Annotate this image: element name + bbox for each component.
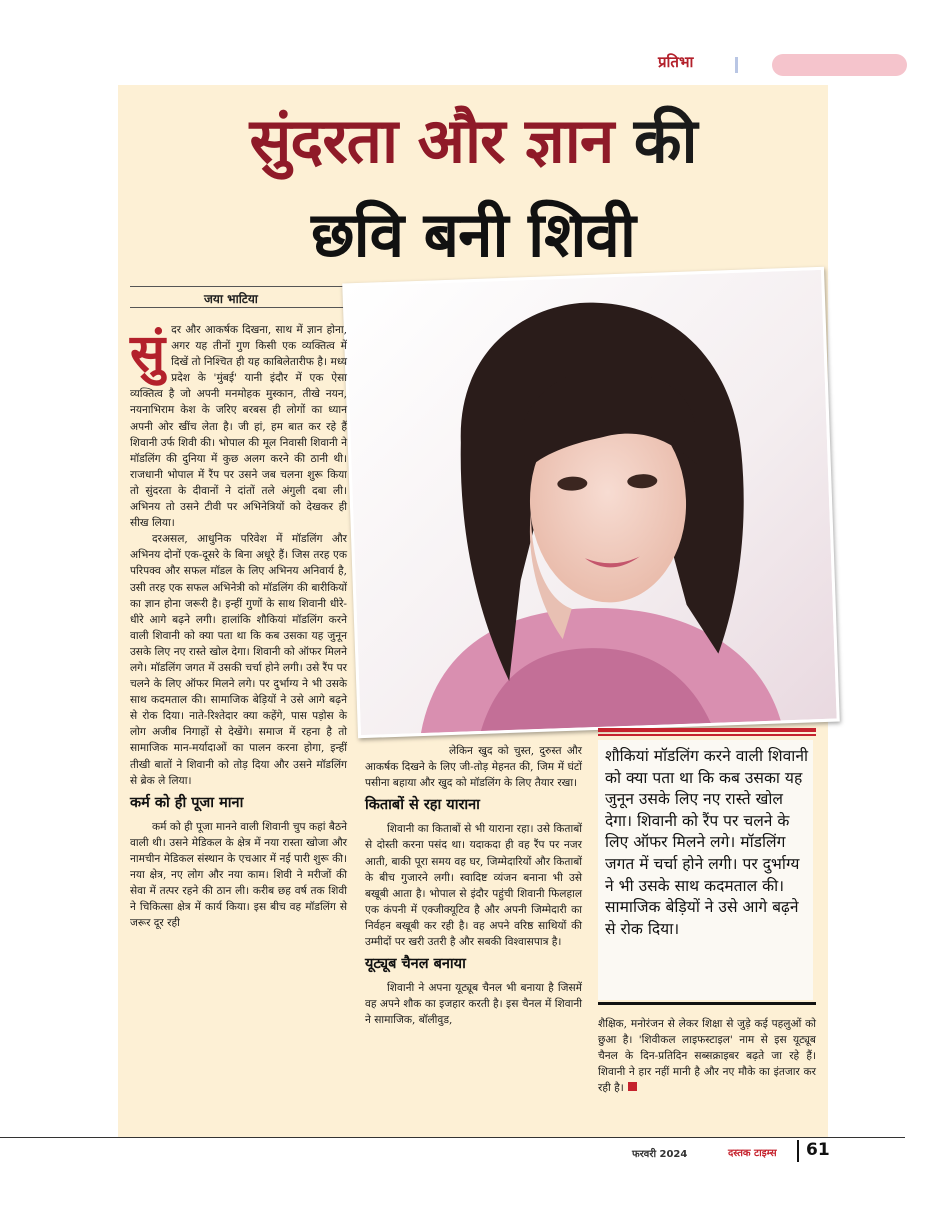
end-mark-icon bbox=[628, 1082, 637, 1091]
pullquote-rule-bottom bbox=[598, 1002, 816, 1005]
byline: जया भाटिया bbox=[204, 292, 258, 306]
magazine-name: दस्तक टाइम्स bbox=[728, 1148, 777, 1159]
article-column-1 bbox=[130, 322, 347, 931]
paragraph-intro: दर और आकर्षक दिखना, साथ में ज्ञान होना, अगर यह तीनों गुण किसी एक व्यक्तित्व में दिखें तो निश्चित ही यह काबिलेतारीफ है। मध्य प्रदेश के 'मुंबई' यानी इंदौर में एक ऐसा व्यक्तित्व है जो अपनी मनमोहक मुस्कान, तीखे नयन, नयनाभिराम केश के जरिए बरबस ही लोगों का ध्यान अपनी ओर खींच लेता है। जी हां, हम बात कर रहे हैं शिवानी उर्फ शिवी की। भोपाल की मूल निवासी शिवानी ने मॉडलिंग की दुनिया में कुछ अलग करने की ठानी थी। राजधानी भोपाल में रैंप पर उसने जब चलना शुरू किया तो सुंदरता के दीवानों ने दांतों तले अंगुली दबा ली। अभिनय तो उसने टीवी पर अभिनेत्रियों को देखकर ही सीख लिया। bbox=[130, 324, 347, 530]
article-column-3 bbox=[598, 1016, 816, 1096]
issue-date: फरवरी 2024 bbox=[632, 1149, 688, 1160]
paragraph-fitness: लेकिन खुद को चुस्त, दुरुस्त और आकर्षक दिखने के लिए जी-तोड़ मेहनत की, जिम में घंटों पसीना बहाया और खुद को मॉडलिंग के लिए तैयार रखा। bbox=[365, 745, 582, 790]
headline-highlight: सुंदरता और ज्ञान bbox=[249, 104, 614, 177]
headline-line-2: छवि बनी शिवी bbox=[311, 198, 635, 271]
section-label: प्रतिभा bbox=[658, 53, 694, 71]
header-divider bbox=[735, 57, 738, 73]
article-column-2 bbox=[365, 743, 582, 1029]
paragraph-medical: कर्म को ही पूजा मानने वाली शिवानी चुप कहां बैठने वाली थी। उसने मेडिकल के क्षेत्र में नया रास्ता खोजा और नामचीन मेडिकल संस्थान के एचआर में नई पारी शुरू की। नया क्षेत्र, नए लोग और नया काम। शिवी ने मरीजों की सेवा में तत्पर रहने की ठान ली। करीब छह वर्ष तक शिवी ने चिकित्सा क्षेत्र में कार्य किया। इस बीच वह मॉडलिंग से जरूर दूर रही bbox=[130, 820, 347, 930]
headline-rest: की bbox=[613, 104, 697, 177]
paragraph-modeling: दरअसल, आधुनिक परिवेश में मॉडलिंग और अभिनय दोनों एक-दूसरे के बिना अधूरे हैं। जिस तरह एक परिपक्व और सफल मॉडल के लिए अभिनय अनिवार्य है, उसी तरह एक सफल अभिनेत्री को मॉडलिंग की बारीकियों का ज्ञान होना जरूरी है। इन्हीं गुणों के साथ शिवानी धीरे-धीरे आगे बढ़ने लगी। हालांकि शौकियां मॉडलिंग करने वाली शिवानी को क्या पता था कि कब उसका यह जुनून उसके लिए नए रास्ते खोल देगा। शिवानी को ऑफर मिलने लगे। मॉडलिंग जगत में उसकी चर्चा होने लगी। उसे रैंप पर चलने के लिए ऑफर मिलने लगे। पर दुर्भाग्य ने भी उसके साथ कदमताल की। सामाजिक बेड़ियों ने उसे आगे बढ़ने से रोक दिया। नाते-रिश्तेदार क्या कहेंगे, पास पड़ोस के लोग अजीब निगाहों से देखेंगे। समाज में रहना है तो सामाजिक मान-मर्यादाओं का पालन करना होगा, इन्हीं तीखी बातों ने शिवानी को तोड़ दिया और उसने मॉडलिंग से ब्रेक ले लिया। bbox=[130, 533, 347, 787]
footer-rule bbox=[0, 1137, 905, 1138]
headline-line-1 bbox=[118, 96, 828, 186]
portrait-photo bbox=[342, 267, 840, 739]
pullquote-rule-top bbox=[598, 728, 816, 732]
header-decoration bbox=[772, 54, 907, 76]
paragraph-channel-text: शैक्षिक, मनोरंजन से लेकर शिक्षा से जुड़े कई पहलुओं को छुआ है। 'शिवीकल लाइफस्टाइल' नाम से इस यूट्यूब चैनल के दिन-प्रतिदिन सब्सक्राइबर बढ़ते जा रहे हैं। शिवानी ने हार नहीं मानी है और नए मौके का इंतजार कर रही है। bbox=[598, 1018, 816, 1095]
drop-cap: सुं bbox=[130, 324, 166, 384]
footer-separator bbox=[797, 1140, 799, 1162]
subheading-youtube: यूट्यूब चैनल बनाया bbox=[365, 956, 466, 973]
page-number: 61 bbox=[806, 1140, 830, 1160]
paragraph-youtube: शिवानी ने अपना यूट्यूब चैनल भी बनाया है जिसमें वह अपने शौक का इजहार करती है। इस चैनल में शिवानी ने सामाजिक, बॉलीवुड, bbox=[365, 982, 582, 1027]
portrait-illustration bbox=[345, 270, 836, 735]
subheading-karm: कर्म को ही पूजा माना bbox=[130, 794, 244, 811]
paragraph-books: शिवानी का किताबों से भी याराना रहा। उसे किताबों से दोस्ती करना पसंद था। यदाकदा ही वह रैंप पर नजर आती, बाकी पूरा समय वह घर, जिम्मेदारियों और किताबों के बीच गुजारने लगी। स्वादिष्ट व्यंजन बनाना भी उसे बखूबी आता है। भोपाल से इंदौर पहुंची शिवानी फिलहाल एक कंपनी में एक्जीक्यूटिव है और अपनी जिम्मेदारी का निर्वहन बखूबी कर रही है। वह अपने वरिष्ठ साथियों की उम्मीदों पर खरी उतरी है और सबकी विश्वासपात्र है। bbox=[365, 823, 582, 949]
paragraph-channel bbox=[598, 1016, 816, 1096]
subheading-books: किताबों से रहा याराना bbox=[365, 797, 480, 814]
byline-rule-top bbox=[130, 286, 345, 287]
pullquote-rule-top-thin bbox=[598, 734, 816, 736]
byline-rule-bottom bbox=[130, 307, 345, 308]
pullquote-text: शौकियां मॉडलिंग करने वाली शिवानी को क्या पता था कि कब उसका यह जुनून उसके लिए नए रास्ते खोल देगा। शिवानी को रैंप पर चलने के लिए ऑफर मिलने लगे। मॉडलिंग जगत में चर्चा होने लगी। पर दुर्भाग्य ने भी उसके साथ कदमताल की। सामाजिक बेड़ियों ने उसे आगे बढ़ने से रोक दिया। bbox=[605, 747, 809, 938]
